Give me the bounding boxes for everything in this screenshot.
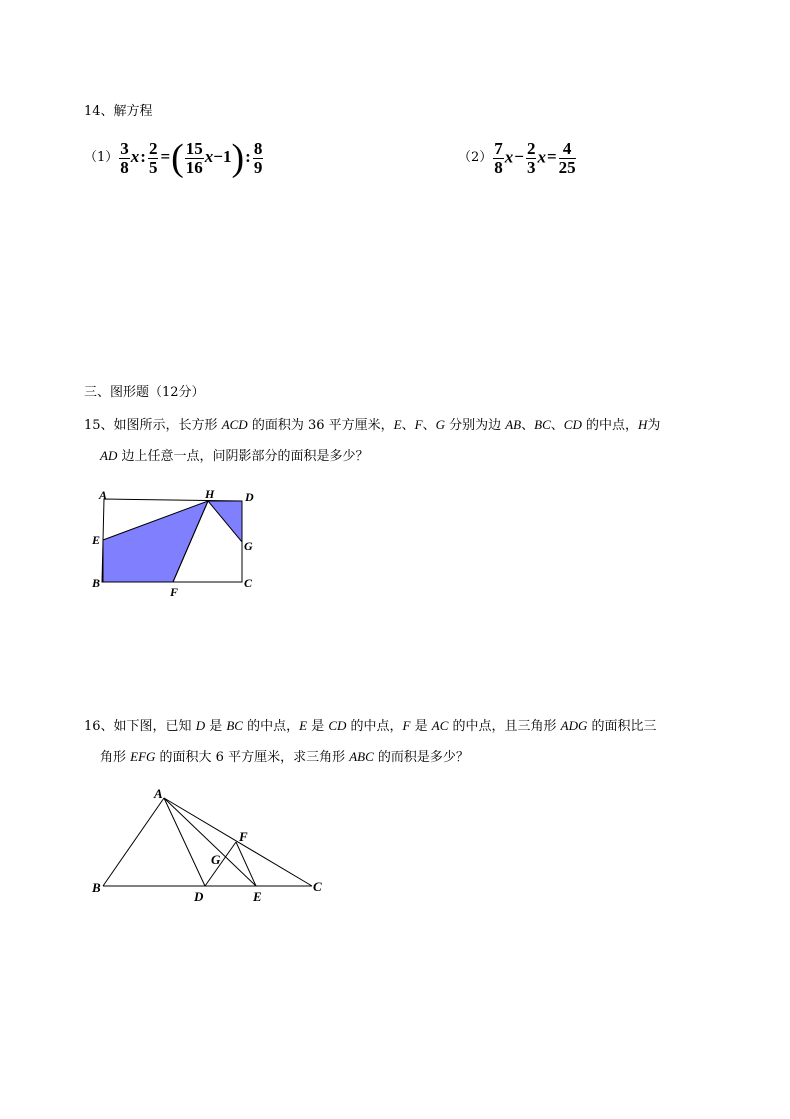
label-f: F [170,585,179,599]
label-d: D [245,490,254,504]
q16-line-2: 角形 EFG 的面积大 6 平方厘米，求三角形 ABC 的而积是多少？ [100,749,469,765]
q14-part1-label: （1） [84,150,119,165]
label-e: E [253,889,262,904]
q14-equation-2 [458,138,577,178]
q15-line-2: AD 边上任意一点，问阴影部分的面积是多少？ [100,448,369,464]
segment-fe [236,842,256,886]
q15-line-1: 15、如图所示，长方形 ACD 的面积为 36 平方厘米，E、F、G 分别为边 AB、BC、CD 的中点，H为 [84,417,661,433]
q16-figure [88,784,333,906]
label-h: H [205,487,215,501]
label-f: F [239,829,248,844]
segment-df [205,842,236,886]
label-d: D [194,889,204,904]
segment-ad [164,798,205,886]
label-g: G [244,539,253,553]
shaded-triangle [208,501,242,542]
q14-part2-label: （2） [458,150,493,165]
label-a: A [99,488,108,502]
segment-ab [103,798,164,886]
q14-equation-1 [84,138,264,178]
segment-ac [164,798,312,886]
label-c: C [244,576,253,590]
q14-title: 14、解方程 [84,104,153,119]
label-b: B [92,880,101,895]
label-c: C [313,879,322,894]
equation-1: $\frac{3}{8}$ x: $\frac{2}{5}$ =( $\frac{15}{16}$ x−1): $\frac{8}{9}$ [120,137,263,179]
label-e: E [92,533,101,547]
q16-line-1: 16、如下图，已知 D 是 BC 的中点，E 是 CD 的中点，F 是 AC 的中点，且三角形 ADG 的面积比三 [84,718,657,734]
label-g: G [211,852,221,867]
equation-2: $\frac{7}{8}$ x− $\frac{2}{3}$ x= $\frac{4}{25}$ [494,138,576,177]
q15-figure [85,484,265,599]
shaded-quadrilateral [103,501,208,582]
label-b: B [92,576,101,590]
label-a: A [154,786,163,801]
section-title: 三、图形题（12分） [84,385,205,400]
